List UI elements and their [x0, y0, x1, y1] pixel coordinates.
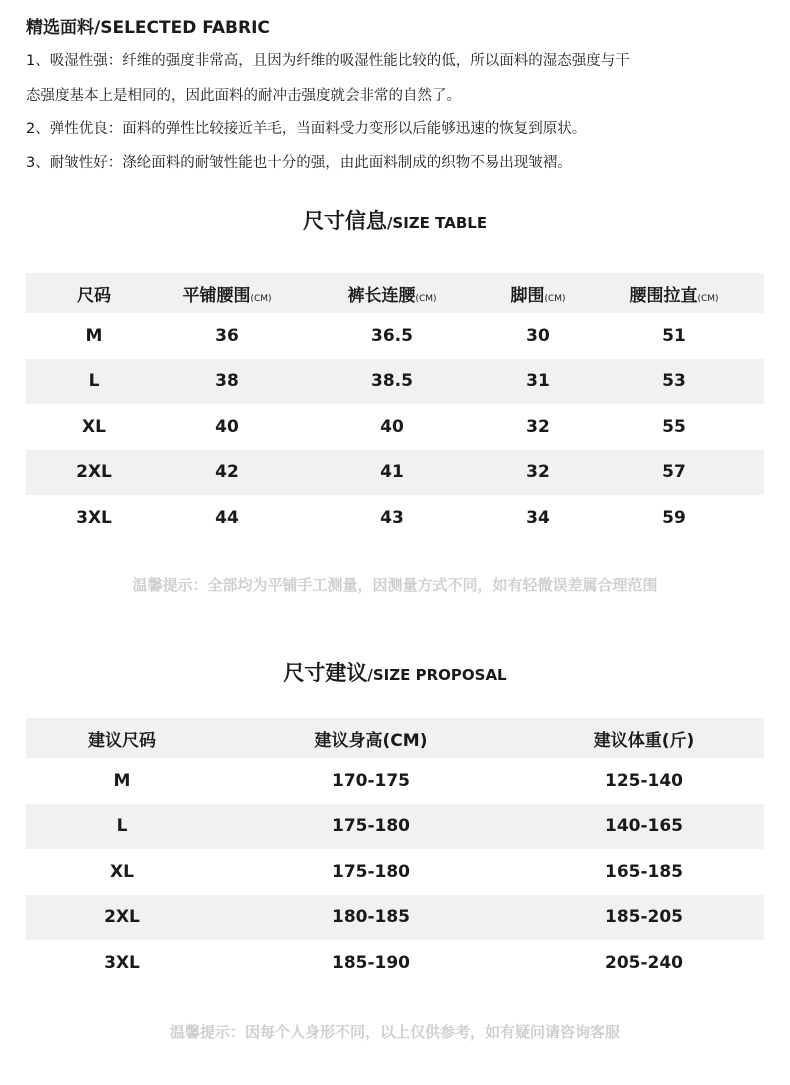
table-cell: 53 [662, 371, 686, 392]
table-cell: 41 [380, 462, 404, 483]
table-cell: 170-175 [331, 770, 411, 791]
header-cell: 平铺腰围(CM) [182, 285, 272, 306]
table-cell: 31 [526, 371, 550, 392]
header-cell: 尺码 [77, 285, 111, 306]
size-proposal-header [26, 718, 764, 758]
size-table-title [0, 205, 790, 235]
size-table-header [26, 273, 764, 313]
table-cell: 51 [662, 325, 686, 346]
table-cell: 59 [662, 507, 686, 528]
fabric-line-3: 2、弹性优良：面料的弹性比较接近羊毛，当面料受力变形以后能够迅速的恢复到原状。 [26, 121, 587, 137]
table-cell: 180-185 [331, 907, 411, 928]
table-cell: 165-185 [604, 861, 684, 882]
size-proposal-note: 温馨提示：因每个人身形不同，以上仅供参考，如有疑问请咨询客服 [169, 1023, 620, 1041]
size-table-note: 温馨提示：全部均为平铺手工测量，因测量方式不同，如有轻微误差属合理范围 [132, 576, 658, 594]
table-cell: 205-240 [604, 952, 684, 973]
table-row [26, 804, 764, 850]
header-cell: 建议体重(斤) [593, 730, 695, 751]
size-proposal-title-en: /SIZE PROPOSAL [367, 666, 507, 684]
size-table [26, 273, 764, 541]
table-row [26, 450, 764, 496]
table-row [26, 495, 764, 541]
size-proposal-title [0, 657, 790, 687]
table-cell: 125-140 [604, 770, 684, 791]
table-cell: 36.5 [371, 325, 413, 346]
size-table-title-en: /SIZE TABLE [386, 214, 488, 232]
table-cell: M [85, 325, 103, 346]
table-row [26, 895, 764, 941]
table-cell: 38 [215, 371, 239, 392]
table-cell: 32 [526, 416, 550, 437]
size-table-title-cn: 尺寸信息 [302, 209, 387, 233]
table-cell: 57 [662, 462, 686, 483]
table-cell: L [88, 371, 100, 392]
table-cell: 3XL [104, 952, 140, 973]
table-cell: 175-180 [331, 816, 411, 837]
size-proposal-table [26, 718, 764, 986]
table-row [26, 313, 764, 359]
table-cell: XL [82, 416, 106, 437]
header-cell: 裤长连腰(CM) [347, 285, 437, 306]
table-row [26, 849, 764, 895]
header-cell: 建议身高(CM) [314, 730, 428, 751]
table-cell: 140-165 [604, 816, 684, 837]
table-cell: 2XL [76, 462, 112, 483]
table-cell: 3XL [76, 507, 112, 528]
table-row [26, 940, 764, 986]
table-cell: 38.5 [371, 371, 413, 392]
table-cell: 175-180 [331, 861, 411, 882]
table-row [26, 359, 764, 405]
header-cell: 脚围(CM) [510, 285, 566, 306]
table-row [26, 404, 764, 450]
table-cell: 32 [526, 462, 550, 483]
fabric-line-1: 1、吸湿性强：纤维的强度非常高，且因为纤维的吸湿性能比较的低，所以面料的湿态强度与干 [26, 53, 630, 69]
table-cell: 36 [215, 325, 239, 346]
table-cell: L [116, 816, 128, 837]
table-cell: 55 [662, 416, 686, 437]
table-cell: 185-190 [331, 952, 411, 973]
table-cell: 185-205 [604, 907, 684, 928]
table-cell: XL [110, 861, 134, 882]
table-cell: 43 [380, 507, 404, 528]
table-cell: 30 [526, 325, 550, 346]
fabric-line-4: 3、耐皱性好：涤纶面料的耐皱性能也十分的强，由此面料制成的织物不易出现皱褶。 [26, 155, 572, 171]
table-cell: 44 [215, 507, 239, 528]
fabric-line-2: 态强度基本上是相同的，因此面料的耐冲击强度就会非常的自然了。 [26, 88, 461, 104]
size-proposal-title-cn: 尺寸建议 [283, 661, 368, 685]
fabric-title: 精选面料/SELECTED FABRIC [26, 18, 270, 38]
table-row [26, 758, 764, 804]
table-cell: 42 [215, 462, 239, 483]
table-cell: M [113, 770, 131, 791]
header-cell: 建议尺码 [88, 730, 156, 751]
table-cell: 40 [380, 416, 404, 437]
table-cell: 40 [215, 416, 239, 437]
table-cell: 34 [526, 507, 550, 528]
header-cell: 腰围拉直(CM) [629, 285, 719, 306]
table-cell: 2XL [104, 907, 140, 928]
